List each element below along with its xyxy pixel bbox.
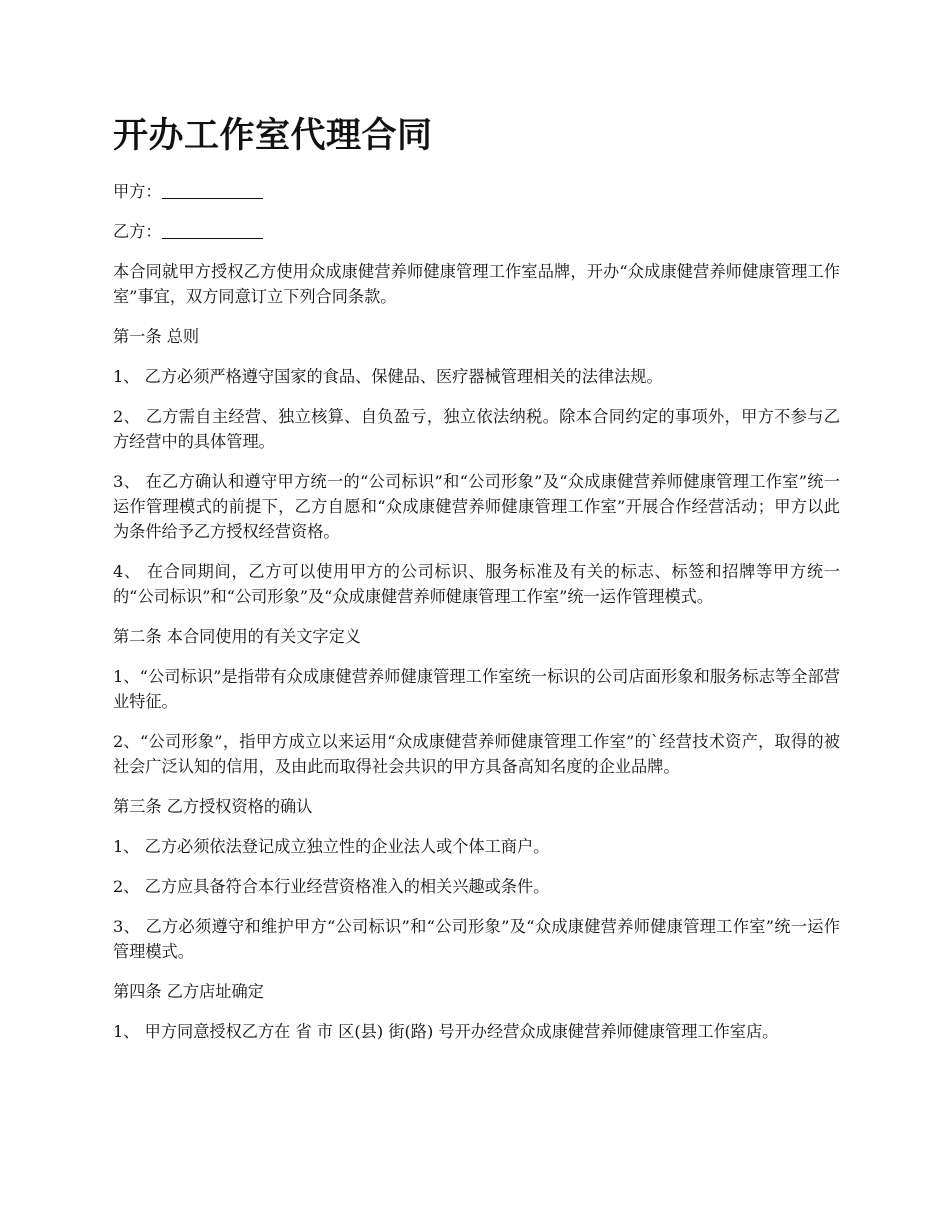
article-3-heading: 第三条 乙方授权资格的确认 — [113, 797, 313, 816]
article-3-clause-3: 3、 乙方必须遵守和维护甲方“公司标识”和“公司形象”及“众成康健营养师健康管理工作室”统一运作管理模式。 — [113, 917, 840, 961]
article-1-clause-1: 1、 乙方必须严格遵守国家的食品、保健品、医疗器械管理相关的法律法规。 — [113, 367, 663, 386]
party-a-label: 甲方： — [113, 182, 162, 201]
article-2-clause-2: 2、“公司形象”，指甲方成立以来运用“众成康健营养师健康管理工作室”的`经营技术资产，取得的被社会广泛认知的信用，及由此而取得社会共识的甲方具备高知名度的企业品牌。 — [113, 732, 840, 776]
party-a-line — [113, 179, 840, 204]
document-title: 开办工作室代理合同 — [113, 115, 433, 156]
article-3-clause-2: 2、 乙方应具备符合本行业经营资格准入的相关兴趣或条件。 — [113, 877, 550, 896]
article-1-heading: 第一条 总则 — [113, 327, 200, 346]
party-a-blank — [162, 180, 263, 199]
article-1-clause-3: 3、 在乙方确认和遵守甲方统一的“公司标识”和“公司形象”及“众成康健营养师健康管理工作室”统一运作管理模式的前提下，乙方自愿和“众成康健营养师健康管理工作室”开展合作经营活动；甲方以此为条件给予乙方授权经营资格。 — [113, 472, 840, 541]
article-4-heading: 第四条 乙方店址确定 — [113, 982, 264, 1001]
article-2-heading: 第二条 本合同使用的有关文字定义 — [113, 627, 361, 646]
article-4-clause-1: 1、 甲方同意授权乙方在 省 市 区(县) 街(路) 号开办经营众成康健营养师健康管理工作室店。 — [113, 1022, 779, 1041]
document-body — [113, 179, 840, 1059]
party-b-blank — [162, 220, 263, 239]
party-b-label: 乙方： — [113, 222, 162, 241]
article-2-clause-1: 1、“公司标识”是指带有众成康健营养师健康管理工作室统一标识的公司店面形象和服务标志等全部营业特征。 — [113, 667, 840, 711]
article-1-clause-2: 2、 乙方需自主经营、独立核算、自负盈亏，独立依法纳税。除本合同约定的事项外，甲方不参与乙方经营中的具体管理。 — [113, 407, 840, 451]
intro-paragraph: 本合同就甲方授权乙方使用众成康健营养师健康管理工作室品牌，开办“众成康健营养师健康管理工作室”事宜，双方同意订立下列合同条款。 — [113, 262, 840, 306]
article-1-clause-4: 4、 在合同期间，乙方可以使用甲方的公司标识、服务标准及有关的标志、标签和招牌等甲方统一的“公司标识”和“公司形象”及“众成康健营养师健康管理工作室”统一运作管理模式。 — [113, 562, 840, 606]
article-3-clause-1: 1、 乙方必须依法登记成立独立性的企业法人或个体工商户。 — [113, 837, 550, 856]
party-b-line — [113, 219, 840, 244]
